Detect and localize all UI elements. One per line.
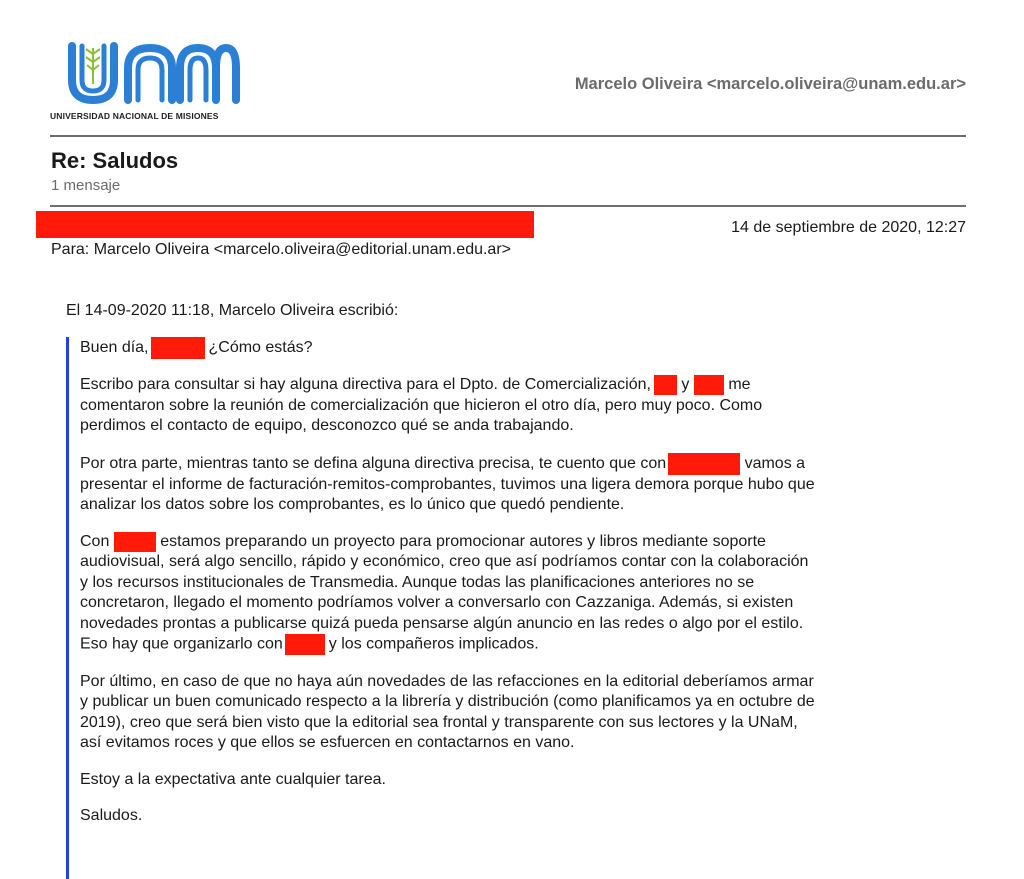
text-line: y publicar un buen comunicado respecto a la librería y distribución (como planificamos ya en octubre de [80,693,815,711]
paragraph-signoff: Saludos. [80,807,143,825]
text-line: 2019), creo que será bien visto que la editorial sea frontal y transparente con sus lectores y la UNaM, [80,713,798,731]
greeting-question: ¿Cómo estás? [208,339,313,357]
text-line: así evitamos roces y que ellos se esfuercen en contactarnos en vano. [80,734,575,752]
sender-redaction [36,211,534,238]
message-date: 14 de septiembre de 2020, 12:27 [731,219,966,236]
text-segment: y [681,376,690,394]
unam-logo [50,40,240,124]
quoted-message [66,337,946,879]
text-line: analizar los datos sobre los comprobantes, es lo único que quedó pendiente. [80,496,625,514]
text-line [80,375,946,396]
paragraph-announcement [80,672,946,754]
account-user: Marcelo Oliveira <marcelo.oliveira@unam.edu.ar> [574,75,966,93]
redaction [694,375,724,395]
header-divider [50,135,966,137]
recipient-line: Para: Marcelo Oliveira <marcelo.oliveira@editorial.unam.edu.ar> [51,241,511,258]
paragraph-availability: Estoy a la expectativa ante cualquier tarea. [80,770,386,788]
text-line: concretaron, llegado el momento podríamos volver a conversarlo con Cazzaniga. Además, si existen [80,594,794,612]
text-line [80,532,946,553]
thread-subject: Re: Saludos [51,148,179,173]
text-segment: Con [80,532,110,550]
text-segment: Por otra parte, mientras tanto se defina alguna directiva precisa, te cuento que con [80,454,667,472]
text-line [80,453,946,475]
text-segment: y los compañeros implicados. [328,636,539,654]
redaction [114,532,156,552]
paragraph-project [80,532,946,656]
unam-logo-mark [50,40,240,110]
text-segment: me [728,376,751,394]
text-line: novedades prontas a publicarse quizá pueda pensarse algún anuncio en las redes o algo por el estilo. [80,614,804,632]
redaction [668,453,740,475]
text-line: y los recursos institucionales de Transmedia. Aunque todas las planificaciones anteriores no se [80,573,755,591]
redaction [654,375,677,395]
paragraph-report [80,453,946,516]
redaction [151,337,205,359]
text-line: Por último, en caso de que no haya aún novedades de las refacciones en la editorial deberíamos armar [80,672,814,690]
message-count: 1 mensaje [51,177,121,194]
text-segment: Escribo para consultar si hay alguna directiva para el Dpto. de Comercialización, [80,376,651,394]
university-name: UNIVERSIDAD NACIONAL DE MISIONES [50,111,219,121]
paragraph-inquiry [80,375,946,437]
quote-attribution: El 14-09-2020 11:18, Marcelo Oliveira escribió: [66,302,399,319]
text-line: presentar el informe de facturación-remitos-comprobantes, tuvimos una ligera demora porque hubo que [80,475,815,493]
text-segment: Eso hay que organizarlo con [80,636,283,654]
text-line: perdimos el contacto de equipo, desconozco qué se anda trabajando. [80,417,574,435]
greeting-text: Buen día, [80,339,149,357]
subject-divider [50,205,966,207]
text-line: audiovisual, será algo sencillo, rápido y económico, creo que así podríamos contar con la colaboración [80,553,809,571]
paragraph-greeting [80,337,946,359]
text-line: comentaron sobre la reunión de comercialización que hicieron el otro día, pero muy poco. Como [80,396,763,414]
redaction [285,634,325,655]
text-line [80,634,946,655]
text-segment: estamos preparando un proyecto para promocionar autores y libros mediante soporte [160,532,766,550]
text-segment: vamos a [744,454,806,472]
